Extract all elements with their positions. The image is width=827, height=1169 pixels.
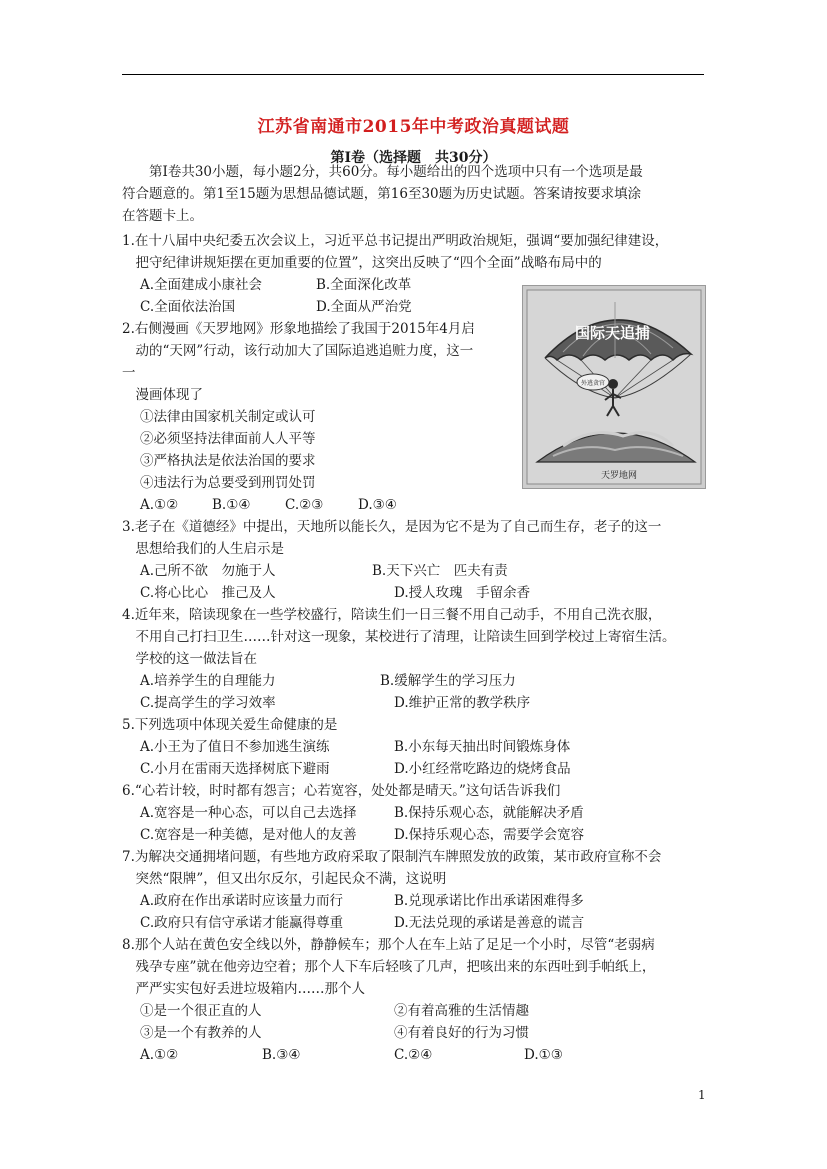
question-8-item: ④有着良好的行为习惯 bbox=[394, 1025, 529, 1041]
question-5-option-b: B.小东每天抽出时间锻炼身体 bbox=[394, 739, 571, 755]
question-7-stem: 突然“限牌”，但又出尔反尔，引起民众不满，这说明 bbox=[122, 871, 447, 887]
question-6-stem: 6.“心若计较，时时都有怨言；心若宽容，处处都是晴天。”这句话告诉我们 bbox=[122, 783, 561, 799]
question-2-item: ②必须坚持法律面前人人平等 bbox=[140, 431, 316, 447]
question-8-item: ①是一个很正直的人 bbox=[140, 1003, 262, 1019]
question-2-stem: 动的“天网”行动，该行动加大了国际追逃追赃力度，这一 bbox=[122, 343, 474, 359]
question-2-item: ④违法行为总要受到刑罚处罚 bbox=[140, 475, 316, 491]
question-8-item: ③是一个有教养的人 bbox=[140, 1025, 262, 1041]
page-number: 1 bbox=[698, 1088, 706, 1102]
question-8-stem: 8.那个人站在黄色安全线以外，静静候车；那个人在车上站了足足一个小时，尽管“老弱病 bbox=[122, 937, 655, 953]
question-1-stem: 把守纪律讲规矩摆在更加重要的位置”，这突出反映了“四个全面”战略布局中的 bbox=[122, 255, 602, 271]
question-8-option-b: B.③④ bbox=[262, 1047, 301, 1063]
cartoon-image bbox=[522, 285, 706, 489]
question-2-item: ③严格执法是依法治国的要求 bbox=[140, 453, 316, 469]
question-1-option-b: B.全面深化改革 bbox=[316, 277, 412, 293]
question-8-item: ②有着高雅的生活情趣 bbox=[394, 1003, 529, 1019]
question-5-stem: 5.下列选项中体现关爱生命健康的是 bbox=[122, 717, 338, 733]
question-1-option-a: A.全面建成小康社会 bbox=[140, 277, 263, 293]
question-8-option-d: D.①③ bbox=[524, 1047, 563, 1063]
question-3-stem: 思想给我们的人生启示是 bbox=[122, 541, 284, 557]
question-2-stem: 漫画体现了 bbox=[122, 387, 203, 403]
question-4-option-b: B.缓解学生的学习压力 bbox=[380, 673, 516, 689]
header-rule bbox=[122, 74, 704, 75]
question-4-stem: 4.近年来，陪读现象在一些学校盛行，陪读生们一日三餐不用自己动手，不用自己洗衣服， bbox=[122, 607, 662, 623]
question-2-stem: 一 bbox=[122, 365, 136, 381]
question-8-option-a: A.①② bbox=[140, 1047, 179, 1063]
question-5-option-d: D.小红经常吃路边的烧烤食品 bbox=[394, 761, 571, 777]
question-6-option-d: D.保持乐观心态，需要学会宽容 bbox=[394, 827, 585, 843]
question-4-stem: 学校的这一做法旨在 bbox=[122, 651, 257, 667]
question-4-option-d: D.维护正常的教学秩序 bbox=[394, 695, 531, 711]
question-8-option-c: C.②④ bbox=[394, 1047, 433, 1063]
question-2-item: ①法律由国家机关制定或认可 bbox=[140, 409, 316, 425]
question-3-option-d: D.授人玫瑰 手留余香 bbox=[394, 585, 531, 601]
question-1-stem: 1.在十八届中央纪委五次会议上，习近平总书记提出严明政治规矩，强调“要加强纪律建设， bbox=[122, 233, 669, 249]
question-6-option-c: C.宽容是一种美德，是对他人的友善 bbox=[140, 827, 357, 843]
question-8-stem: 残孕专座”就在他旁边空着；那个人下车后轻咳了几声，把咳出来的东西吐到手帕纸上， bbox=[122, 959, 656, 975]
question-2-option-b: B.①④ bbox=[212, 497, 251, 513]
section-header: 第Ⅰ卷（选择题 共30分） bbox=[330, 150, 497, 166]
question-2-stem: 2.右侧漫画《天罗地网》形象地描绘了我国于2015年4月启 bbox=[122, 321, 475, 337]
cartoon-caption: 天罗地网 bbox=[601, 470, 638, 480]
question-2-option-d: D.③④ bbox=[358, 497, 397, 513]
question-7-option-b: B.兑现承诺比作出承诺困难得多 bbox=[394, 893, 584, 909]
question-4-stem: 不用自己打扫卫生……针对这一现象，某校进行了清理，让陪读生回到学校过上寄宿生活。 bbox=[122, 629, 676, 645]
question-7-stem: 7.为解决交通拥堵问题，有些地方政府采取了限制汽车牌照发放的政策，某市政府宣称不会 bbox=[122, 849, 662, 865]
question-8-stem: 严严实实包好丢进垃圾箱内……那个人 bbox=[122, 981, 365, 997]
question-3-option-b: B.天下兴亡 匹夫有责 bbox=[372, 563, 508, 579]
cartoon-illustration bbox=[523, 286, 705, 488]
question-5-option-a: A.小王为了值日不参加逃生演练 bbox=[140, 739, 330, 755]
question-6-option-a: A.宽容是一种心态，可以自己去选择 bbox=[140, 805, 357, 821]
intro-line: 第Ⅰ卷共30小题，每小题2分，共60分。每小题给出的四个选项中只有一个选项是最 bbox=[122, 164, 643, 180]
question-4-option-a: A.培养学生的自理能力 bbox=[140, 673, 276, 689]
question-6-option-b: B.保持乐观心态，就能解决矛盾 bbox=[394, 805, 584, 821]
question-5-option-c: C.小月在雷雨天选择树底下避雨 bbox=[140, 761, 330, 777]
question-1-option-d: D.全面从严治党 bbox=[316, 299, 412, 315]
cartoon-tag-text: 外逃贪官 bbox=[581, 381, 606, 387]
question-2-option-c: C.②③ bbox=[285, 497, 324, 513]
question-3-option-a: A.己所不欲 勿施于人 bbox=[140, 563, 276, 579]
question-7-option-a: A.政府在作出承诺时应该量力而行 bbox=[140, 893, 344, 909]
intro-line: 在答题卡上。 bbox=[122, 208, 203, 224]
question-7-option-c: C.政府只有信守承诺才能赢得尊重 bbox=[140, 915, 344, 931]
question-3-option-c: C.将心比心 推己及人 bbox=[140, 585, 276, 601]
question-7-option-d: D.无法兑现的承诺是善意的谎言 bbox=[394, 915, 585, 931]
question-1-option-c: C.全面依法治国 bbox=[140, 299, 236, 315]
question-3-stem: 3.老子在《道德经》中提出，天地所以能长久，是因为它不是为了自己而生存，老子的这一 bbox=[122, 519, 662, 535]
document-title: 江苏省南通市2015年中考政治真题试题 bbox=[257, 117, 570, 137]
question-4-option-c: C.提高学生的学习效率 bbox=[140, 695, 276, 711]
intro-line: 符合题意的。第1至15题为思想品德试题，第16至30题为历史试题。答案请按要求填涂 bbox=[122, 186, 642, 202]
question-2-option-a: A.①② bbox=[140, 497, 179, 513]
cartoon-umbrella-text: 国际天追捕 bbox=[575, 326, 651, 342]
